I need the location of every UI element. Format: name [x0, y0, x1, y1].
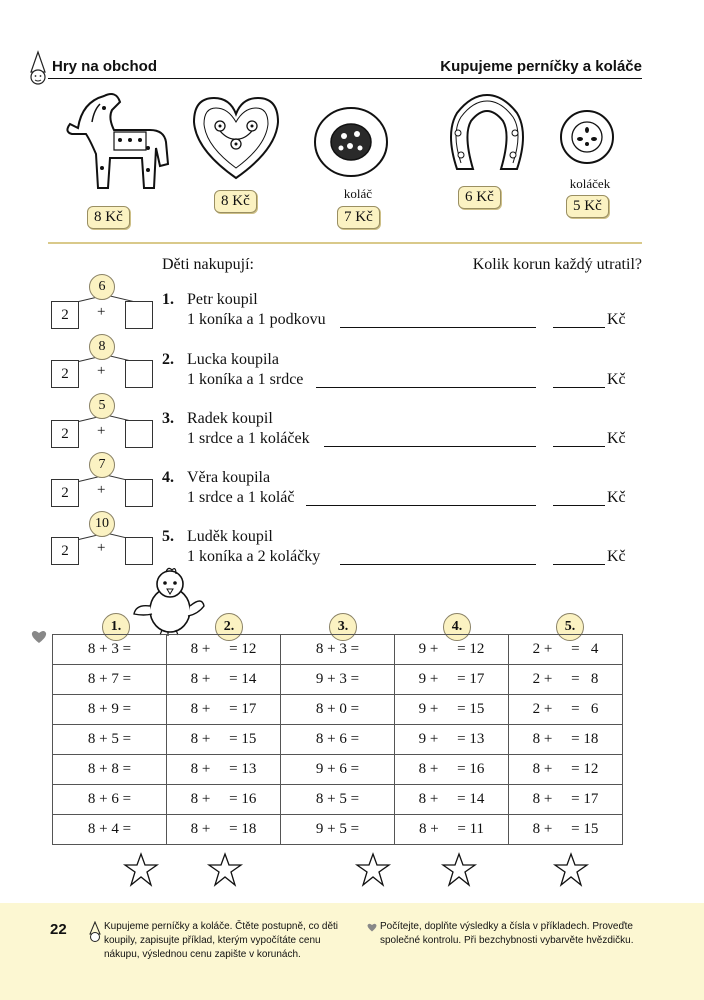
- currency-unit: Kč: [607, 489, 626, 506]
- task-line1: Radek koupil: [187, 410, 273, 427]
- table-row: [53, 725, 623, 755]
- task-line2: 1 koníka a 1 srdce: [187, 371, 304, 388]
- currency-unit: Kč: [607, 548, 626, 565]
- task-line2: 1 koníka a 2 koláčky: [187, 548, 321, 565]
- table-cell[interactable]: 8 + 5 =: [53, 725, 167, 755]
- table-row: [53, 785, 623, 815]
- addend-box: 2: [51, 537, 79, 565]
- star-icon[interactable]: [206, 852, 244, 888]
- horse-gingerbread-icon: [60, 88, 170, 198]
- answer-box[interactable]: [125, 420, 153, 448]
- currency-unit: Kč: [607, 311, 626, 328]
- hint-circle: 5: [89, 393, 115, 419]
- plus-sign: +: [97, 304, 106, 320]
- equation-blank[interactable]: [324, 446, 536, 447]
- header-rule: [48, 78, 642, 79]
- column-header-3: 3.: [329, 613, 357, 641]
- column-header-5: 5.: [556, 613, 584, 641]
- hint-circle: 8: [89, 334, 115, 360]
- addend-box: 2: [51, 479, 79, 507]
- hint-circle: 7: [89, 452, 115, 478]
- table-row: [53, 665, 623, 695]
- plus-sign: +: [97, 540, 106, 556]
- table-cell[interactable]: 9 + 5 =: [281, 815, 395, 845]
- table-cell[interactable]: 8 + 4 =: [53, 815, 167, 845]
- star-icon[interactable]: [354, 852, 392, 888]
- task-intro-left: Děti nakupují:: [162, 256, 254, 273]
- task-number: 4.: [162, 469, 174, 486]
- table-cell[interactable]: 8 + = 16: [395, 755, 509, 785]
- result-blank[interactable]: [553, 446, 605, 447]
- column-header-1: 1.: [102, 613, 130, 641]
- table-cell[interactable]: 8 + = 18: [509, 725, 623, 755]
- task-intro-right: Kolik korun každý utratil?: [472, 256, 642, 273]
- table-cell[interactable]: 8 + = 16: [167, 785, 281, 815]
- plus-sign: +: [97, 482, 106, 498]
- caption-kolacek: koláček: [569, 176, 611, 191]
- table-row: [53, 815, 623, 845]
- table-cell[interactable]: 8 + 3 =: [53, 635, 167, 665]
- result-blank[interactable]: [553, 564, 605, 565]
- table-cell[interactable]: 8 + = 15: [167, 725, 281, 755]
- section-separator: [48, 242, 642, 244]
- table-cell[interactable]: 8 + = 17: [167, 695, 281, 725]
- chick-icon: [132, 566, 206, 636]
- table-cell[interactable]: 2 + = 6: [509, 695, 623, 725]
- result-blank[interactable]: [553, 327, 605, 328]
- price-tag-heart: 8 Kč: [214, 190, 257, 213]
- equation-blank[interactable]: [340, 327, 536, 328]
- task-line1: Luděk koupil: [187, 528, 273, 545]
- table-cell[interactable]: 8 + = 14: [167, 665, 281, 695]
- table-cell[interactable]: 8 + = 14: [395, 785, 509, 815]
- task-number: 5.: [162, 528, 174, 545]
- exercise-table: [52, 634, 623, 845]
- table-cell[interactable]: 8 + = 11: [395, 815, 509, 845]
- table-cell[interactable]: 8 + 3 =: [281, 635, 395, 665]
- task-line2: 1 srdce a 1 koláč: [187, 489, 295, 506]
- price-tag-kolac: 7 Kč: [337, 206, 380, 229]
- column-header-2: 2.: [215, 613, 243, 641]
- table-cell[interactable]: 8 + = 12: [509, 755, 623, 785]
- task-line2: 1 koníka a 1 podkovu: [187, 311, 326, 328]
- page-title: Kupujeme perníčky a koláče: [440, 58, 642, 75]
- answer-box[interactable]: [125, 360, 153, 388]
- equation-blank[interactable]: [316, 387, 536, 388]
- teacher-note-right: Počítejte, doplňte výsledky a čísla v příkladech. Proveďte společné kontrolu. Při bezchybnosti vybarvěte hvězdičku.: [380, 921, 634, 946]
- star-icon[interactable]: [122, 852, 160, 888]
- table-cell[interactable]: 9 + = 13: [395, 725, 509, 755]
- result-blank[interactable]: [553, 387, 605, 388]
- hint-circle: 6: [89, 274, 115, 300]
- hint-circle: 10: [89, 511, 115, 537]
- currency-unit: Kč: [607, 430, 626, 447]
- equation-blank[interactable]: [306, 505, 536, 506]
- plus-sign: +: [97, 423, 106, 439]
- task-number: 2.: [162, 351, 174, 368]
- section-title: Hry na obchod: [52, 58, 158, 75]
- gnome-icon: [88, 921, 102, 943]
- equation-blank[interactable]: [340, 564, 536, 565]
- pie-kolac-icon: [312, 104, 390, 180]
- table-cell[interactable]: 8 + = 18: [167, 815, 281, 845]
- teacher-note-left: Kupujeme perníčky a koláče. Čtěte postupně, co děti koupily, zapisujte příklad, kterým vypočítáte cenu nákupu, výslednou cenu zapište v korunách.: [104, 921, 339, 960]
- heart-gingerbread-icon: [190, 92, 282, 184]
- table-cell[interactable]: 9 + 6 =: [281, 755, 395, 785]
- star-icon[interactable]: [552, 852, 590, 888]
- table-cell[interactable]: 8 + 0 =: [281, 695, 395, 725]
- answer-box[interactable]: [125, 301, 153, 329]
- currency-unit: Kč: [607, 371, 626, 388]
- table-row: [53, 635, 623, 665]
- star-icon[interactable]: [440, 852, 478, 888]
- task-number: 1.: [162, 291, 174, 308]
- table-cell[interactable]: 8 + = 15: [509, 815, 623, 845]
- table-cell[interactable]: 8 + = 13: [167, 755, 281, 785]
- addend-box: 2: [51, 360, 79, 388]
- answer-box[interactable]: [125, 537, 153, 565]
- heart-marker-icon: [367, 923, 377, 932]
- table-cell[interactable]: 2 + = 4: [509, 635, 623, 665]
- gnome-icon: [27, 50, 49, 86]
- plus-sign: +: [97, 363, 106, 379]
- caption-kolac: koláč: [343, 186, 373, 201]
- table-cell[interactable]: 8 + = 12: [167, 635, 281, 665]
- table-row: [53, 695, 623, 725]
- table-cell[interactable]: 2 + = 8: [509, 665, 623, 695]
- table-cell[interactable]: 8 + 5 =: [281, 785, 395, 815]
- table-cell[interactable]: 8 + 6 =: [53, 785, 167, 815]
- addend-box: 2: [51, 301, 79, 329]
- task-line1: Lucka koupila: [187, 351, 279, 368]
- addend-box: 2: [51, 420, 79, 448]
- table-cell[interactable]: 8 + = 17: [509, 785, 623, 815]
- table-cell[interactable]: 9 + = 17: [395, 665, 509, 695]
- table-row: [53, 755, 623, 785]
- price-tag-horse: 8 Kč: [87, 206, 130, 229]
- result-blank[interactable]: [553, 505, 605, 506]
- table-cell[interactable]: 9 + = 12: [395, 635, 509, 665]
- task-number: 3.: [162, 410, 174, 427]
- table-cell[interactable]: 8 + 9 =: [53, 695, 167, 725]
- price-tag-kolacek: 5 Kč: [566, 195, 609, 218]
- table-cell[interactable]: 9 + = 15: [395, 695, 509, 725]
- task-line1: Věra koupila: [187, 469, 271, 486]
- table-cell[interactable]: 8 + 7 =: [53, 665, 167, 695]
- table-cell[interactable]: 8 + 6 =: [281, 725, 395, 755]
- table-cell[interactable]: 8 + 8 =: [53, 755, 167, 785]
- price-tag-horseshoe: 6 Kč: [458, 186, 501, 209]
- horseshoe-gingerbread-icon: [443, 93, 531, 175]
- page-number: 22: [50, 921, 67, 938]
- task-line2: 1 srdce a 1 koláček: [187, 430, 310, 447]
- column-header-4: 4.: [443, 613, 471, 641]
- answer-box[interactable]: [125, 479, 153, 507]
- table-cell[interactable]: 9 + 3 =: [281, 665, 395, 695]
- small-cake-kolacek-icon: [558, 108, 616, 166]
- task-line1: Petr koupil: [187, 291, 258, 308]
- heart-marker-icon: [31, 630, 47, 644]
